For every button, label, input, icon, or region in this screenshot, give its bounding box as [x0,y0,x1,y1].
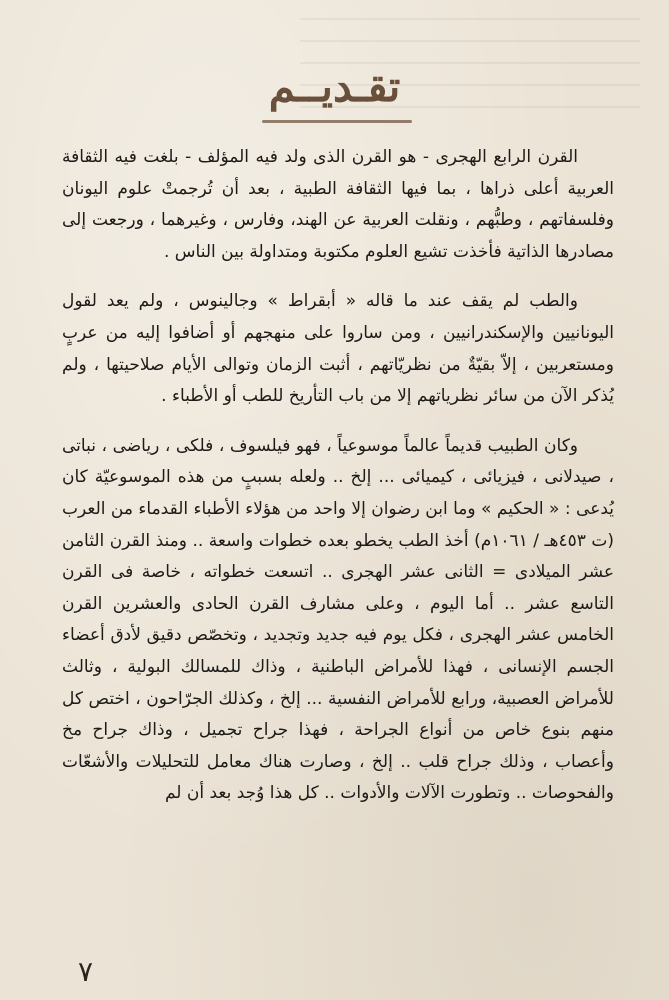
paragraph-2: والطب لم يقف عند ما قاله « أبقراط » وجالينوس ، ولم يعد لقول اليونانيين والإسكندرانيين ، ومن ساروا على منهجهم أو أضافوا إليه من عربٍ ومستعربين ، إلاّ بقيّةٌ من نظريّاتهم ، أثبت الزمان وتوالى الأيام صلاحيتها ، ولم يُذكر الآن من سائر نظرياتهم إلا من باب التأريخ للطب أو الأطباء . [62,291,614,407]
body-text [62,142,614,810]
page-title: تقـديــم [268,62,401,111]
paragraph-1: القرن الرابع الهجرى - هو القرن الذى ولد فيه المؤلف - بلغت فيه الثقافة العربية أعلى ذراها ، بما فيها الثقافة الطبية ، بعد أن تُرجمتْ علوم اليونان وفلسفاتهم ، وطبُّهم ، ونقلت العربية عن الهند، وفارس ، وغيرهما ، ورجعت إلى مصادرها الذاتية فأخذت تشيع العلوم مكتوبة ومتداولة بين الناس . [62,147,614,262]
title-flourish [262,120,412,123]
paragraph-3: وكان الطبيب قديماً عالماً موسوعياً ، فهو فيلسوف ، فلكى ، رياضى ، نباتى ، صيدلانى ، فيزيائى ، كيميائى ... إلخ .. ولعله بسببٍ من هذه الموسوعيّة كان يُدعى : « الحكيم » وما ابن رضوان إلا واحد من هؤلاء الأطباء القدماء من العرب (ت ٤٥٣هـ / ١٠٦١م) أخذ الطب يخطو بعده خطوات واسعة .. ومنذ القرن الثامن عشر الميلادى = الثانى عشر الهجرى .. اتسعت خطواته ، خاصة فى القرن التاسع عشر .. أما اليوم ، وعلى مشارف القرن الحادى والعشرين القرن الخامس عشر الهجرى ، فكل يوم فيه جديد وتجديد ، وتخصّص دقيق لأدق أعضاء الجسم الإنسانى ، فهذا للأمراض الباطنية ، وذاك للمسالك البولية ، وثالث للأمراض العصبية، ورابع للأمراض النفسية ... إلخ ، وكذلك الجرّاحون ، اختص كل منهم بنوع خاص من أنواع الجراحة ، فهذا جراح تجميل ، وذاك جراح مخ وأعصاب ، وذلك جراح قلب .. إلخ ، وصارت هناك معامل للتحليلات والأشعّات والفحوصات .. وتطورت الآلات والأدوات .. كل هذا وُجد بعد أن لم [62,435,614,804]
page-number: ٧ [78,955,94,988]
